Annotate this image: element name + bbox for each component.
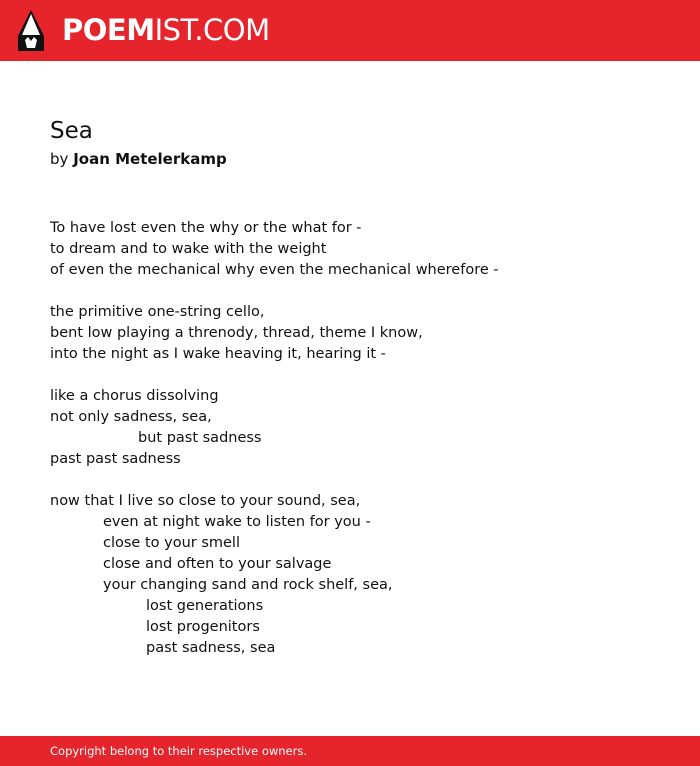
site-footer (0, 736, 700, 766)
poem-line: even at night wake to listen for you - (103, 514, 371, 530)
poem-line: to dream and to wake with the weight (50, 241, 327, 257)
poem-line: To have lost even the why or the what for - (50, 220, 362, 236)
poem-line: your changing sand and rock shelf, sea, (103, 577, 393, 593)
poem-line: close to your smell (103, 535, 240, 551)
by-label: by (50, 150, 69, 168)
stanza-break (50, 365, 670, 386)
poem-body (50, 218, 670, 659)
stanza-break (50, 281, 670, 302)
poem-line: lost generations (146, 598, 264, 614)
poem-line: the primitive one-string cello, (50, 304, 265, 320)
stanza-break (50, 470, 670, 491)
poem-line: past past sadness (50, 451, 181, 467)
poem-author: Joan Metelerkamp (73, 150, 227, 168)
poem-line: past sadness, sea (146, 640, 276, 656)
poem-byline (50, 148, 227, 170)
site-logo-link[interactable] (62, 12, 270, 48)
pen-nib-icon[interactable] (18, 10, 44, 51)
poem-line: into the night as I wake heaving it, hearing it - (50, 346, 386, 362)
poem-line: now that I live so close to your sound, sea, (50, 493, 361, 509)
copyright-text: Copyright belong to their respective owners. (50, 744, 308, 758)
site-header (0, 0, 700, 61)
poem-line: but past sadness (138, 430, 262, 446)
poem-line: of even the mechanical why even the mechanical wherefore - (50, 262, 499, 278)
brand-light-text: IST.COM (154, 13, 270, 47)
brand-bold-text: POEM (62, 13, 155, 47)
poem-line: bent low playing a threnody, thread, theme I know, (50, 325, 423, 341)
poem-line: not only sadness, sea, (50, 409, 212, 425)
poem-line: like a chorus dissolving (50, 388, 219, 404)
poem-title: Sea (50, 118, 93, 144)
poem-line: close and often to your salvage (103, 556, 332, 572)
poem-line: lost progenitors (146, 619, 260, 635)
